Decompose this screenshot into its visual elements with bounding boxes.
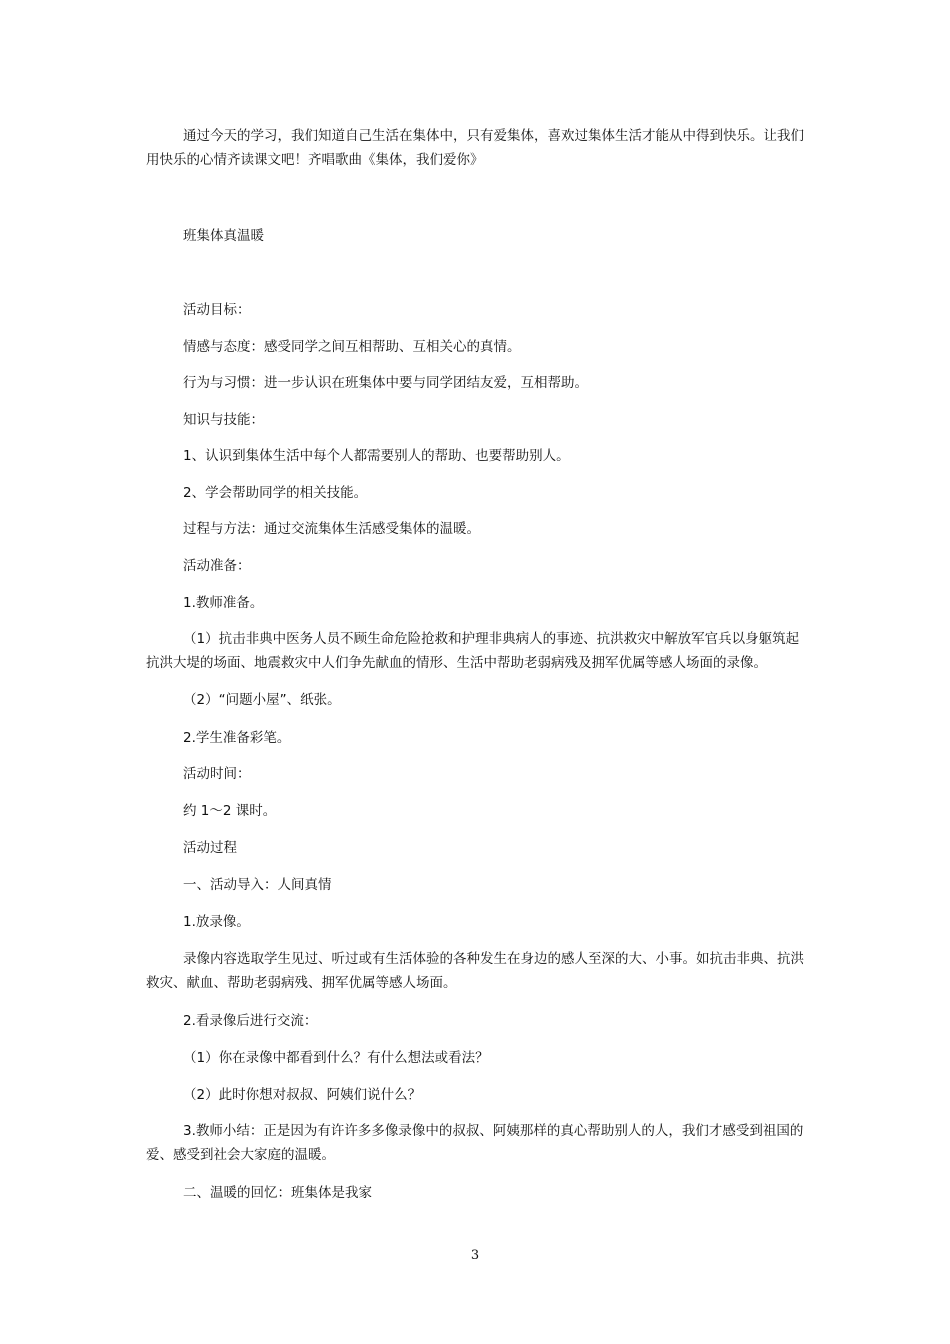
paragraph-knowledge-2: 2、学会帮助同学的相关技能。 [183,485,368,501]
paragraph-process: 过程与方法：通过交流集体生活感受集体的温暖。 [183,521,480,537]
paragraph-discussion: 2.看录像后进行交流： [183,1013,318,1029]
paragraph-teacher-prep: 1.教师准备。 [183,595,264,611]
paragraph-question-2: （2）此时你想对叔叔、阿姨们说什么？ [183,1087,422,1103]
paragraph-time: 约 1～2 课时。 [183,803,277,819]
paragraph-knowledge-1: 1、认识到集体生活中每个人都需要别人的帮助、也要帮助别人。 [183,448,570,464]
heading-goals: 活动目标： [183,302,251,318]
heading-process: 活动过程 [183,840,237,856]
paragraph-video: 1.放录像。 [183,914,250,930]
heading-knowledge: 知识与技能： [183,412,264,428]
section-title: 班集体真温暖 [183,228,264,244]
paragraph-summary: 3.教师小结：正是因为有许许多多像录像中的叔叔、阿姨那样的真心帮助别人的人，我们才感受到祖国的爱、感受到社会大家庭的温暖。 [146,1123,804,1163]
paragraph-student-prep: 2.学生准备彩笔。 [183,730,291,746]
heading-part-1: 一、活动导入：人间真情 [183,877,332,893]
paragraph-video-content: 录像内容选取学生见过、听过或有生活体验的各种发生在身边的感人至深的大、小事。如抗击非典、抗洪救灾、献血、帮助老弱病残、拥军优属等感人场面。 [146,951,804,991]
paragraph-prep-item-2: （2）“问题小屋”、纸张。 [183,692,341,708]
heading-preparation: 活动准备： [183,558,251,574]
paragraph-question-1: （1）你在录像中都看到什么？有什么想法或看法？ [183,1050,489,1066]
paragraph-emotion: 情感与态度：感受同学之间互相帮助、互相关心的真情。 [183,339,521,355]
heading-time: 活动时间： [183,766,251,782]
paragraph-prep-item-1: （1）抗击非典中医务人员不顾生命危险抢救和护理非典病人的事迹、抗洪救灾中解放军官兵以身躯筑起抗洪大堤的场面、地震救灾中人们争先献血的情形、生活中帮助老弱病残及拥军优属等感人场面的录像。 [146,631,800,671]
heading-part-2: 二、温暖的回忆：班集体是我家 [183,1185,372,1201]
paragraph-intro: 通过今天的学习，我们知道自己生活在集体中，只有爱集体，喜欢过集体生活才能从中得到快乐。让我们用快乐的心情齐读课文吧！齐唱歌曲《集体，我们爱你》 [146,128,804,168]
page-number: 3 [470,1248,480,1263]
paragraph-behavior: 行为与习惯：进一步认识在班集体中要与同学团结友爱，互相帮助。 [183,375,588,391]
